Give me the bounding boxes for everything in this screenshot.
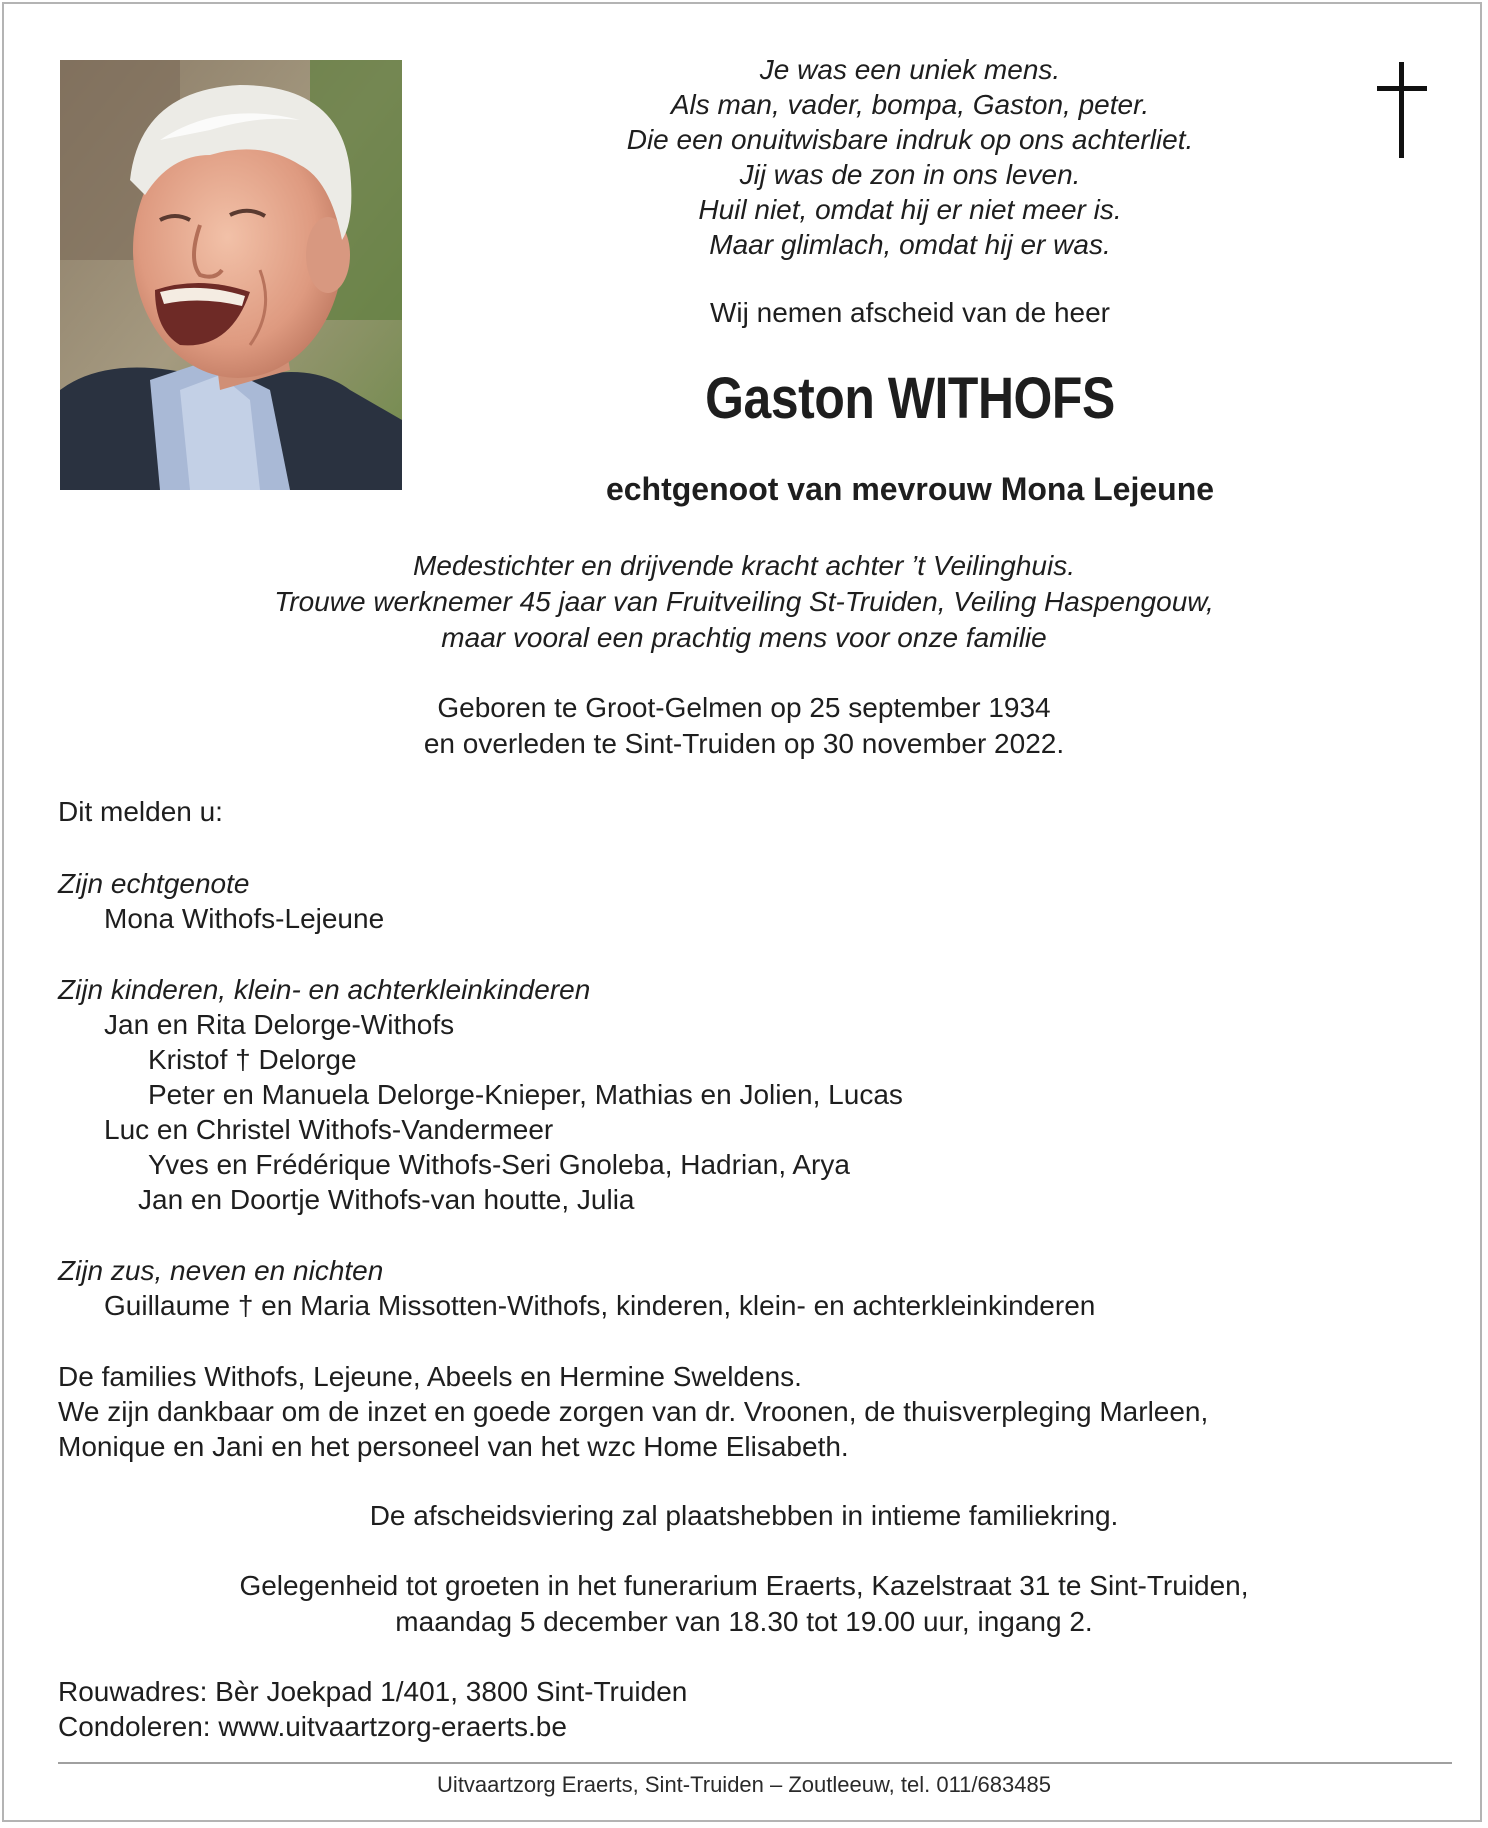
grandchild-line: Peter en Manuela Delorge-Knieper, Mathias en Jolien, Lucas <box>148 1079 903 1110</box>
description <box>0 548 1488 656</box>
poem-line: Als man, vader, bompa, Gaston, peter. <box>670 89 1150 120</box>
families-line: De families Withofs, Lejeune, Abeels en Hermine Sweldens. <box>58 1361 802 1392</box>
grandchild-line: Kristof † Delorge <box>148 1044 357 1075</box>
description-line: Medestichter en drijvende kracht achter ’t Veilinghuis. <box>413 550 1075 581</box>
child-line: Luc en Christel Withofs-Vandermeer <box>104 1114 554 1145</box>
birth-death <box>0 690 1488 762</box>
grandchild-line: Jan en Doortje Withofs-van houtte, Julia <box>138 1184 635 1215</box>
wife-name: Mona Withofs-Lejeune <box>104 903 385 934</box>
thanks-line: Monique en Jani en het personeel van het wzc Home Elisabeth. <box>58 1431 849 1462</box>
spouse-line: echtgenoot van mevrouw Mona Lejeune <box>605 471 1215 507</box>
description-line: Trouwe werknemer 45 jaar van Fruitveiling St-Truiden, Veiling Haspengouw, <box>274 586 1214 617</box>
footer-text: Uitvaartzorg Eraerts, Sint-Truiden – Zoutleeuw, tel. 011/683485 <box>437 1772 1051 1797</box>
wife-heading: Zijn echtgenote <box>58 868 250 899</box>
poem <box>560 52 1260 262</box>
cross-icon <box>1372 60 1432 160</box>
visit-info <box>0 1568 1488 1640</box>
mourning-address: Rouwadres: Bèr Joekpad 1/401, 3800 Sint-Truiden <box>58 1676 688 1707</box>
deceased-name: Gaston WITHOFS <box>705 366 1115 431</box>
announce-text: Dit melden u: <box>58 796 223 827</box>
intro-text: Wij nemen afscheid van de heer <box>710 297 1110 328</box>
condolences-link[interactable]: Condoleren: www.uitvaartzorg-eraerts.be <box>58 1711 567 1742</box>
visit-line: Gelegenheid tot groeten in het funerarium Eraerts, Kazelstraat 31 te Sint-Truiden, <box>239 1570 1249 1601</box>
poem-line: Maar glimlach, omdat hij er was. <box>709 229 1111 260</box>
birth-line: Geboren te Groot-Gelmen op 25 september 1934 <box>437 692 1051 723</box>
sister-heading: Zijn zus, neven en nichten <box>58 1255 384 1286</box>
death-line: en overleden te Sint-Truiden op 30 november 2022. <box>423 728 1065 759</box>
thanks-line: We zijn dankbaar om de inzet en goede zorgen van dr. Vroonen, de thuisverpleging Marleen, <box>58 1396 1209 1427</box>
poem-line: Jij was de zon in ons leven. <box>739 159 1081 190</box>
child-line: Jan en Rita Delorge-Withofs <box>104 1009 455 1040</box>
description-line: maar vooral een prachtig mens voor onze familie <box>441 622 1047 653</box>
grandchild-line: Yves en Frédérique Withofs-Seri Gnoleba, Hadrian, Arya <box>148 1149 850 1180</box>
poem-line: Die een onuitwisbare indruk op ons achterliet. <box>626 124 1194 155</box>
visit-line: maandag 5 december van 18.30 tot 19.00 uur, ingang 2. <box>395 1606 1093 1637</box>
poem-line: Je was een uniek mens. <box>759 54 1061 85</box>
poem-line: Huil niet, omdat hij er niet meer is. <box>698 194 1122 225</box>
children-heading: Zijn kinderen, klein- en achterkleinkinderen <box>58 974 591 1005</box>
ceremony-text: De afscheidsviering zal plaatshebben in intieme familiekring. <box>369 1500 1119 1531</box>
portrait-photo <box>60 60 402 490</box>
sister-line: Guillaume † en Maria Missotten-Withofs, kinderen, klein- en achterkleinkinderen <box>104 1290 1096 1321</box>
footer-divider <box>58 1762 1452 1764</box>
